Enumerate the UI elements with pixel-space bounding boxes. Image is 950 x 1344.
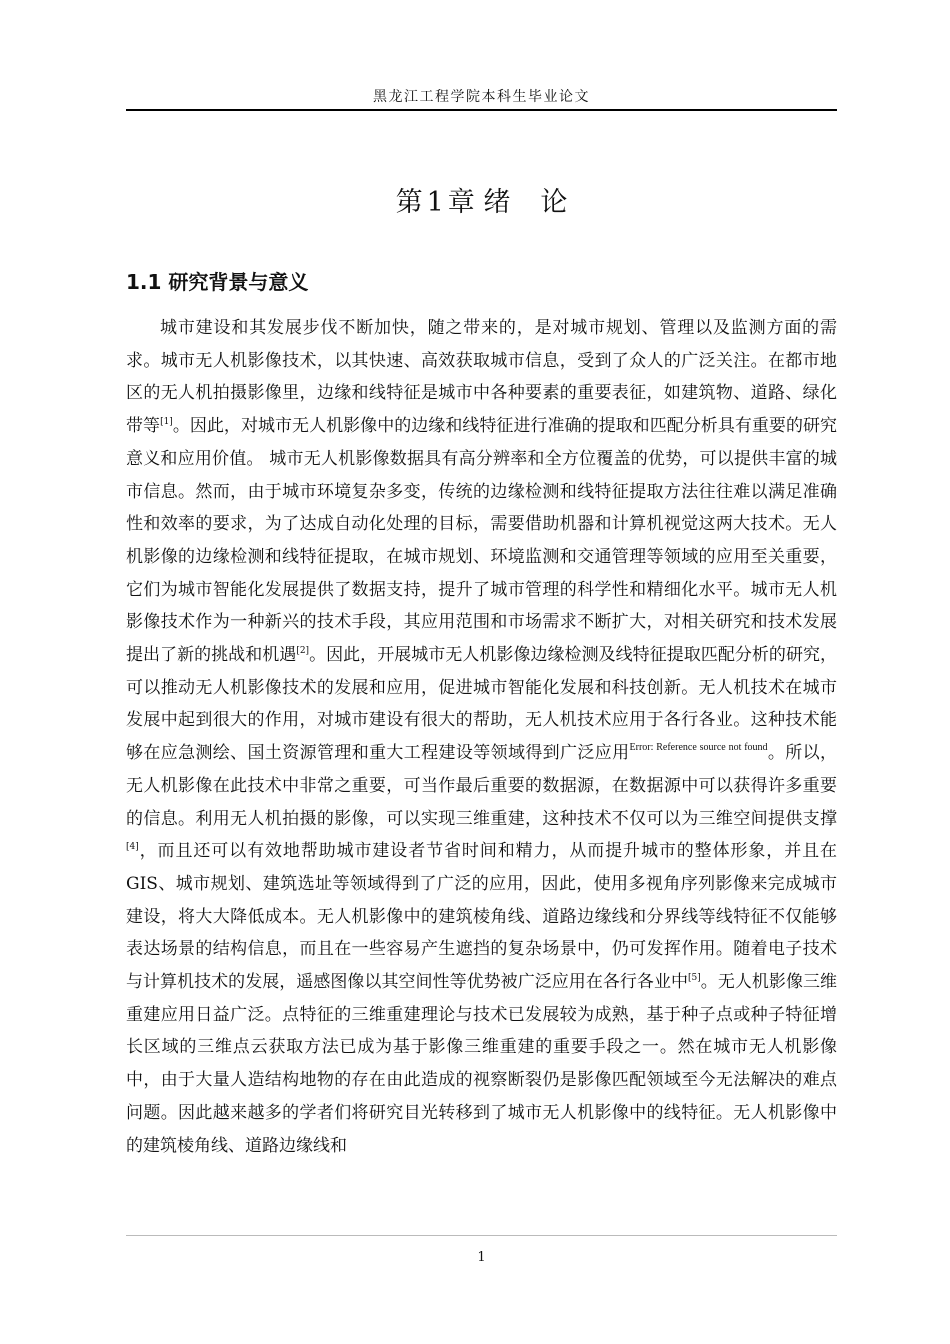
- body-text-part-6: 。无人机影像三维重建应用日益广泛。点特征的三维重建理论与技术已发展较为成熟，基于种子点或种子特征增长区域的三维点云获取方法已成为基于影像三维重建的重要手段之一。然在城市无人机影像中，由于大量人造结构地物的存在由此造成的视察断裂仍是影像匹配领域至今无法解决的难点问题。因此越来越多的学者们将研究目光转移到了城市无人机影像中的线特征。无人机影像中的建筑棱角线、道路边缘线和: [126, 972, 838, 1156]
- section-heading: 1.1 研究背景与意义: [126, 269, 309, 294]
- body-text-part-5: ，而且还可以有效地帮助城市建设者节省时间和精力，从而提升城市的整体形象，并且在 GIS、城市规划、建筑选址等领域得到了广泛的应用，因此，使用多视角序列影像来完成城市建设，将大大降低成本。无人机影像中的建筑棱角线、道路边缘线和分界线等线特征不仅能够表达场景的结构信息，而且在一些容易产生遮挡的复杂场景中，仍可发挥作用。随着电子技术与计算机技术的发展，遥感图像以其空间性等优势被广泛应用在各行各业中: [126, 841, 837, 993]
- header-rule: [126, 109, 837, 111]
- body-text-part-3: 。因此，开展城市无人机影像边缘检测及线特征提取匹配分析的研究，可以推动无人机影像技术的发展和应用，促进城市智能化发展和科技创新。无人机技术在城市发展中起到很大的作用，对城市建设有很大的帮助，无人机技术应用于各行各业。这种技术能够在应急测绘、国土资源管理和重大工程建设等领域得到广泛应用: [126, 645, 838, 764]
- chapter-title: [126, 183, 837, 223]
- running-header: 黑龙江工程学院本科生毕业论文: [373, 89, 590, 105]
- chapter-title-end: 论: [540, 187, 568, 219]
- citation-1[interactable]: [1]: [160, 417, 173, 428]
- body-text-part-4: 。所以，无人机影像在此技术中非常之重要，可当作最后重要的数据源，在数据源中可以获得许多重要的信息。利用无人机拍摄的影像，可以实现三维重建，这种技术不仅可以为三维空间提供支撑: [126, 743, 838, 829]
- page-number: 1: [477, 1250, 486, 1265]
- chapter-prefix: 第: [395, 187, 423, 219]
- body-text-part-1: 城市建设和其发展步伐不断加快，随之带来的，是对城市规划、管理以及监测方面的需求。城市无人机影像技术，以其快速、高效获取城市信息，受到了众人的广泛关注。在都市地区的无人机拍摄影像里，边缘和线特征是城市中各种要素的重要表征，如建筑物、道路、绿化带等: [126, 318, 837, 437]
- citation-5[interactable]: [5]: [688, 973, 701, 984]
- footer-rule: [126, 1235, 837, 1236]
- citation-2[interactable]: [2]: [296, 646, 310, 657]
- body-paragraph: [126, 312, 837, 1162]
- chapter-number: 1: [426, 187, 444, 219]
- citation-4[interactable]: [4]: [126, 842, 139, 853]
- chapter-suffix: 章 绪: [447, 187, 511, 219]
- body-text-part-2: 。因此，对城市无人机影像中的边缘和线特征进行准确的提取和匹配分析具有重要的研究意义和应用价值。 城市无人机影像数据具有高分辨率和全方位覆盖的优势，可以提供丰富的城市信息。然而，由于城市环境复杂多变，传统的边缘检测和线特征提取方法往往难以满足准确性和效率的要求，为了达成自动化处理的目标，需要借助机器和计算机视觉这两大技术。无人机影像的边缘检测和线特征提取，在城市规划、环境监测和交通管理等领域的应用至关重要，它们为城市智能化发展提供了数据支持，提升了城市管理的科学性和精细化水平。城市无人机影像技术作为一种新兴的技术手段，其应用范围和市场需求不断扩大，对相关研究和技术发展提出了新的挑战和机遇: [126, 416, 837, 666]
- reference-error: Error: Reference source not found: [629, 742, 768, 754]
